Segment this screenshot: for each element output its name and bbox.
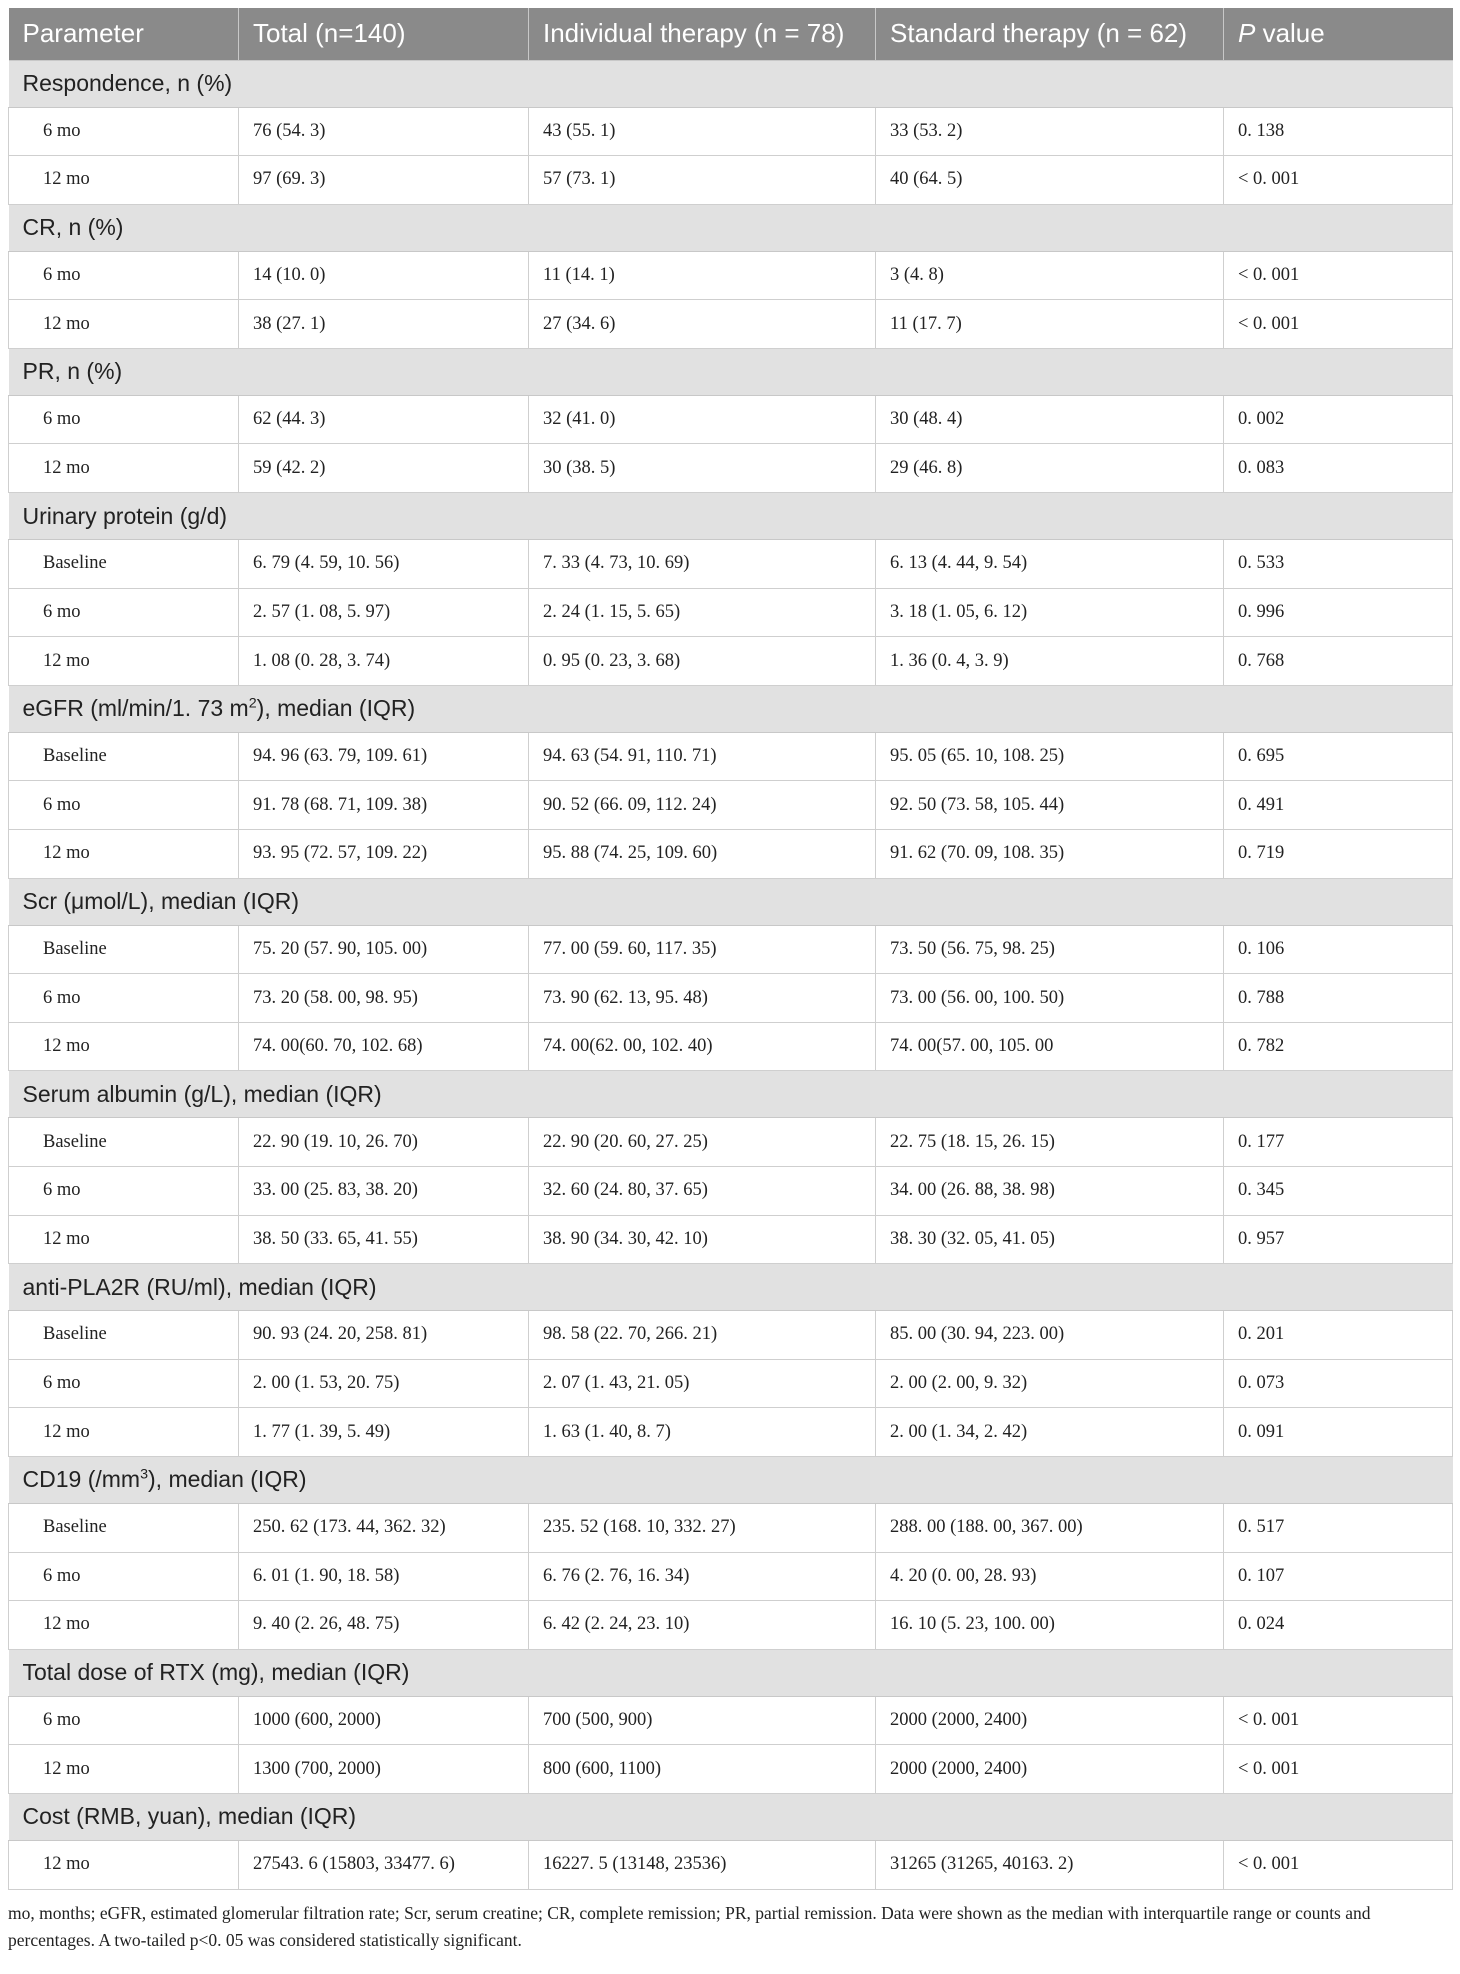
cell-total: 73. 20 (58. 00, 98. 95) (239, 974, 529, 1023)
header-row (9, 8, 1453, 60)
cell-label: 6 mo (9, 1359, 239, 1408)
cell-standard: 1. 36 (0. 4, 3. 9) (876, 637, 1224, 686)
cell-total: 38 (27. 1) (239, 300, 529, 349)
cell-p: < 0. 001 (1224, 1745, 1453, 1794)
table-row (9, 1118, 1453, 1167)
cell-individual: 800 (600, 1100) (529, 1745, 876, 1794)
table-row (9, 1311, 1453, 1360)
cell-total: 1000 (600, 2000) (239, 1696, 529, 1745)
group-title-text: PR, n (%) (22, 358, 123, 385)
cell-total: 33. 00 (25. 83, 38. 20) (239, 1167, 529, 1216)
cell-label: 6 mo (9, 1696, 239, 1745)
cell-p: 0. 695 (1224, 732, 1453, 781)
cell-individual: 38. 90 (34. 30, 42. 10) (529, 1215, 876, 1264)
table-row (9, 156, 1453, 205)
table-row (9, 1359, 1453, 1408)
table-row (9, 107, 1453, 156)
header-p-value (1224, 8, 1453, 60)
cell-individual: 30 (38. 5) (529, 444, 876, 493)
group-header-row (9, 685, 1453, 732)
cell-p: 0. 106 (1224, 925, 1453, 974)
cell-standard: 22. 75 (18. 15, 26. 15) (876, 1118, 1224, 1167)
cell-label: 12 mo (9, 300, 239, 349)
group-header-row (9, 1649, 1453, 1696)
cell-label: 6 mo (9, 588, 239, 637)
group-title-text: CR, n (%) (22, 214, 124, 241)
cell-total: 76 (54. 3) (239, 107, 529, 156)
group-header-row (9, 1456, 1453, 1503)
group-title (9, 1264, 1453, 1311)
cell-label: 12 mo (9, 637, 239, 686)
cell-p: 0. 002 (1224, 395, 1453, 444)
cell-individual: 16227. 5 (13148, 23536) (529, 1840, 876, 1889)
cell-label: 6 mo (9, 781, 239, 830)
cell-individual: 73. 90 (62. 13, 95. 48) (529, 974, 876, 1023)
cell-label: Baseline (9, 1503, 239, 1552)
group-header-row (9, 493, 1453, 540)
cell-p: < 0. 001 (1224, 251, 1453, 300)
cell-label: 6 mo (9, 107, 239, 156)
table-footnote: mo, months; eGFR, estimated glomerular filtration rate; Scr, serum creatine; CR, complete remission; PR, partial remission. Data were shown as the median with interquartile range or counts and percentages. A two-tailed p<0. 05 was considered statistically significant. (8, 1902, 1371, 1950)
cell-label: 6 mo (9, 1552, 239, 1601)
header-p-suffix: value (1255, 18, 1325, 49)
group-title-superscript: 2 (248, 695, 257, 712)
group-header-row (9, 204, 1453, 251)
cell-standard: 40 (64. 5) (876, 156, 1224, 205)
cell-standard: 3. 18 (1. 05, 6. 12) (876, 588, 1224, 637)
cell-individual: 32. 60 (24. 80, 37. 65) (529, 1167, 876, 1216)
cell-individual: 27 (34. 6) (529, 300, 876, 349)
cell-label: Baseline (9, 1311, 239, 1360)
cell-label: 12 mo (9, 1601, 239, 1650)
table-row (9, 1022, 1453, 1071)
table-row (9, 1696, 1453, 1745)
cell-standard: 3 (4. 8) (876, 251, 1224, 300)
cell-individual: 7. 33 (4. 73, 10. 69) (529, 540, 876, 589)
group-title-suffix: ), median (IQR) (256, 695, 416, 722)
cell-standard: 2000 (2000, 2400) (876, 1745, 1224, 1794)
cell-total: 94. 96 (63. 79, 109. 61) (239, 732, 529, 781)
cell-p: 0. 719 (1224, 830, 1453, 879)
cell-standard: 74. 00(57. 00, 105. 00 (876, 1022, 1224, 1071)
cell-standard: 95. 05 (65. 10, 108. 25) (876, 732, 1224, 781)
cell-individual: 94. 63 (54. 91, 110. 71) (529, 732, 876, 781)
cell-p: 0. 533 (1224, 540, 1453, 589)
group-title-text: Total dose of RTX (mg), median (IQR) (22, 1659, 410, 1686)
cell-p: 0. 768 (1224, 637, 1453, 686)
cell-standard: 288. 00 (188. 00, 367. 00) (876, 1503, 1224, 1552)
cell-p: < 0. 001 (1224, 1696, 1453, 1745)
cell-total: 1300 (700, 2000) (239, 1745, 529, 1794)
cell-standard: 38. 30 (32. 05, 41. 05) (876, 1215, 1224, 1264)
table-row (9, 974, 1453, 1023)
cell-total: 9. 40 (2. 26, 48. 75) (239, 1601, 529, 1650)
group-header-row (9, 1264, 1453, 1311)
cell-label: 12 mo (9, 1022, 239, 1071)
cell-standard: 29 (46. 8) (876, 444, 1224, 493)
cell-individual: 43 (55. 1) (529, 107, 876, 156)
group-title-text: Urinary protein (g/d) (22, 502, 228, 529)
table-row (9, 1745, 1453, 1794)
cell-label: 6 mo (9, 251, 239, 300)
group-title (9, 1793, 1453, 1840)
cell-total: 93. 95 (72. 57, 109. 22) (239, 830, 529, 879)
header-p-letter: P (1238, 18, 1256, 49)
table-row (9, 395, 1453, 444)
group-title-text: Serum albumin (g/L), median (IQR) (22, 1080, 382, 1107)
group-title-suffix: ), median (IQR) (148, 1466, 307, 1493)
cell-p: 0. 345 (1224, 1167, 1453, 1216)
cell-total: 90. 93 (24. 20, 258. 81) (239, 1311, 529, 1360)
table-row (9, 1167, 1453, 1216)
group-title (9, 204, 1453, 251)
group-title (9, 1649, 1453, 1696)
cell-individual: 6. 76 (2. 76, 16. 34) (529, 1552, 876, 1601)
table-row (9, 1601, 1453, 1650)
cell-standard: 91. 62 (70. 09, 108. 35) (876, 830, 1224, 879)
cell-p: < 0. 001 (1224, 156, 1453, 205)
cell-label: Baseline (9, 1118, 239, 1167)
cell-standard: 73. 00 (56. 00, 100. 50) (876, 974, 1224, 1023)
table-row (9, 444, 1453, 493)
header-standard: Standard therapy (n = 62) (876, 8, 1224, 60)
cell-label: 12 mo (9, 830, 239, 879)
group-title (9, 493, 1453, 540)
cell-standard: 33 (53. 2) (876, 107, 1224, 156)
group-title-superscript: 3 (140, 1466, 148, 1483)
cell-p: 0. 083 (1224, 444, 1453, 493)
table-row (9, 588, 1453, 637)
cell-individual: 74. 00(62. 00, 102. 40) (529, 1022, 876, 1071)
table-row (9, 1503, 1453, 1552)
cell-individual: 95. 88 (74. 25, 109. 60) (529, 830, 876, 879)
cell-individual: 77. 00 (59. 60, 117. 35) (529, 925, 876, 974)
cell-total: 62 (44. 3) (239, 395, 529, 444)
group-title (9, 1456, 1453, 1503)
cell-p: 0. 138 (1224, 107, 1453, 156)
table-row (9, 1408, 1453, 1457)
cell-individual: 2. 07 (1. 43, 21. 05) (529, 1359, 876, 1408)
cell-p: 0. 073 (1224, 1359, 1453, 1408)
cell-standard: 2. 00 (1. 34, 2. 42) (876, 1408, 1224, 1457)
cell-total: 6. 79 (4. 59, 10. 56) (239, 540, 529, 589)
group-title-text: Cost (RMB, yuan), median (IQR) (22, 1803, 357, 1830)
cell-standard: 16. 10 (5. 23, 100. 00) (876, 1601, 1224, 1650)
cell-label: 6 mo (9, 395, 239, 444)
cell-standard: 11 (17. 7) (876, 300, 1224, 349)
cell-total: 250. 62 (173. 44, 362. 32) (239, 1503, 529, 1552)
table-row (9, 732, 1453, 781)
table-header (9, 8, 1453, 60)
cell-p: 0. 024 (1224, 1601, 1453, 1650)
cell-label: 12 mo (9, 1745, 239, 1794)
cell-individual: 2. 24 (1. 15, 5. 65) (529, 588, 876, 637)
cell-total: 1. 08 (0. 28, 3. 74) (239, 637, 529, 686)
table-row (9, 540, 1453, 589)
table-row (9, 1552, 1453, 1601)
cell-p: 0. 782 (1224, 1022, 1453, 1071)
group-title-text: Scr (μmol/L), median (IQR) (22, 888, 300, 915)
cell-standard: 31265 (31265, 40163. 2) (876, 1840, 1224, 1889)
cell-standard: 92. 50 (73. 58, 105. 44) (876, 781, 1224, 830)
cell-total: 14 (10. 0) (239, 251, 529, 300)
group-title (9, 1071, 1453, 1118)
cell-individual: 1. 63 (1. 40, 8. 7) (529, 1408, 876, 1457)
table-row (9, 251, 1453, 300)
group-title (9, 878, 1453, 925)
cell-p: 0. 177 (1224, 1118, 1453, 1167)
table-body (9, 60, 1453, 1889)
cell-total: 59 (42. 2) (239, 444, 529, 493)
group-title (9, 60, 1453, 107)
group-header-row (9, 60, 1453, 107)
cell-p: < 0. 001 (1224, 1840, 1453, 1889)
cell-total: 91. 78 (68. 71, 109. 38) (239, 781, 529, 830)
cell-p: 0. 107 (1224, 1552, 1453, 1601)
cell-standard: 85. 00 (30. 94, 223. 00) (876, 1311, 1224, 1360)
group-title-text: Respondence, n (%) (22, 70, 233, 96)
table-row (9, 1840, 1453, 1889)
cell-label: Baseline (9, 540, 239, 589)
cell-individual: 98. 58 (22. 70, 266. 21) (529, 1311, 876, 1360)
group-header-row (9, 1071, 1453, 1118)
cell-total: 27543. 6 (15803, 33477. 6) (239, 1840, 529, 1889)
cell-total: 2. 57 (1. 08, 5. 97) (239, 588, 529, 637)
cell-total: 2. 00 (1. 53, 20. 75) (239, 1359, 529, 1408)
cell-label: 6 mo (9, 1167, 239, 1216)
cell-p: 0. 201 (1224, 1311, 1453, 1360)
cell-label: 12 mo (9, 1408, 239, 1457)
group-title (9, 348, 1453, 395)
group-title-text: anti-PLA2R (RU/ml), median (IQR) (22, 1273, 377, 1300)
cell-p: 0. 788 (1224, 974, 1453, 1023)
table-row (9, 830, 1453, 879)
cell-individual: 57 (73. 1) (529, 156, 876, 205)
table-row (9, 637, 1453, 686)
group-header-row (9, 1793, 1453, 1840)
table-row (9, 300, 1453, 349)
table-row (9, 925, 1453, 974)
cell-standard: 30 (48. 4) (876, 395, 1224, 444)
cell-p: 0. 996 (1224, 588, 1453, 637)
cell-label: 6 mo (9, 974, 239, 1023)
group-title-text: eGFR (ml/min/1. 73 m (22, 695, 249, 722)
cell-label: 12 mo (9, 1215, 239, 1264)
header-total: Total (n=140) (239, 8, 529, 60)
table-figure (8, 8, 1452, 1954)
cell-individual: 11 (14. 1) (529, 251, 876, 300)
group-title (9, 685, 1453, 732)
cell-individual: 22. 90 (20. 60, 27. 25) (529, 1118, 876, 1167)
cell-standard: 2000 (2000, 2400) (876, 1696, 1224, 1745)
header-individual: Individual therapy (n = 78) (529, 8, 876, 60)
cell-standard: 34. 00 (26. 88, 38. 98) (876, 1167, 1224, 1216)
cell-p: 0. 957 (1224, 1215, 1453, 1264)
cell-standard: 73. 50 (56. 75, 98. 25) (876, 925, 1224, 974)
cell-individual: 32 (41. 0) (529, 395, 876, 444)
cell-p: 0. 091 (1224, 1408, 1453, 1457)
cell-individual: 6. 42 (2. 24, 23. 10) (529, 1601, 876, 1650)
header-parameter: Parameter (9, 8, 239, 60)
cell-individual: 700 (500, 900) (529, 1696, 876, 1745)
cell-total: 97 (69. 3) (239, 156, 529, 205)
cell-individual: 0. 95 (0. 23, 3. 68) (529, 637, 876, 686)
results-table (8, 8, 1453, 1890)
cell-total: 74. 00(60. 70, 102. 68) (239, 1022, 529, 1071)
cell-p: < 0. 001 (1224, 300, 1453, 349)
group-title-text: CD19 (/mm (22, 1466, 141, 1493)
cell-label: 12 mo (9, 444, 239, 493)
cell-total: 6. 01 (1. 90, 18. 58) (239, 1552, 529, 1601)
cell-label: Baseline (9, 925, 239, 974)
cell-total: 38. 50 (33. 65, 41. 55) (239, 1215, 529, 1264)
cell-label: 12 mo (9, 1840, 239, 1889)
cell-standard: 4. 20 (0. 00, 28. 93) (876, 1552, 1224, 1601)
cell-label: Baseline (9, 732, 239, 781)
cell-individual: 235. 52 (168. 10, 332. 27) (529, 1503, 876, 1552)
cell-total: 75. 20 (57. 90, 105. 00) (239, 925, 529, 974)
cell-total: 1. 77 (1. 39, 5. 49) (239, 1408, 529, 1457)
cell-p: 0. 491 (1224, 781, 1453, 830)
table-row (9, 781, 1453, 830)
group-header-row (9, 348, 1453, 395)
cell-standard: 2. 00 (2. 00, 9. 32) (876, 1359, 1224, 1408)
cell-label: 12 mo (9, 156, 239, 205)
cell-individual: 90. 52 (66. 09, 112. 24) (529, 781, 876, 830)
cell-total: 22. 90 (19. 10, 26. 70) (239, 1118, 529, 1167)
group-header-row (9, 878, 1453, 925)
cell-p: 0. 517 (1224, 1503, 1453, 1552)
table-row (9, 1215, 1453, 1264)
cell-standard: 6. 13 (4. 44, 9. 54) (876, 540, 1224, 589)
